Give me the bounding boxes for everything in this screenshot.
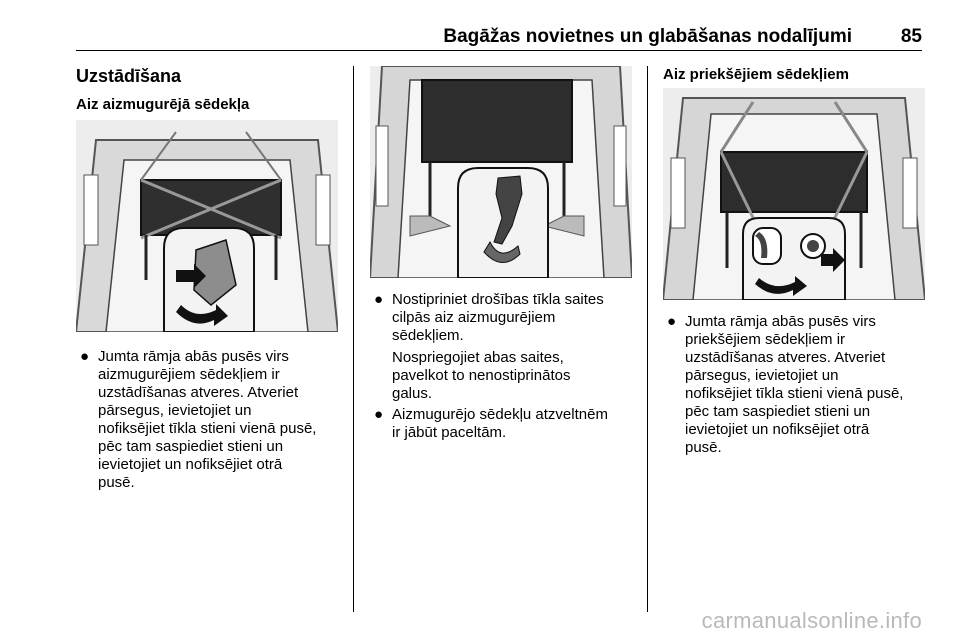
column-3 — [663, 66, 925, 612]
section-title: Uzstādīšana — [76, 66, 182, 86]
bullet-line: priekšējiem sēdekļiem ir — [685, 331, 846, 348]
bullet-icon: ● — [667, 313, 677, 330]
watermark: carmanualsonline.info — [701, 608, 922, 633]
page-number: 85 — [900, 26, 922, 47]
instruction-bullet — [370, 406, 638, 442]
bullet-line: ievietojiet un nofiksējiet otrā — [98, 456, 283, 473]
bullet-line: ievietojiet un nofiksējiet otrā — [685, 421, 870, 438]
column-divider-left — [353, 66, 354, 612]
bullet-line: nofiksējiet tīkla stieni vienā pusē, — [685, 385, 904, 402]
subtitle-rear-seat: Aiz aizmugurējā sēdekļa — [76, 96, 250, 113]
bullet-line: sēdekļiem. — [392, 327, 464, 344]
illustration-rear-seat-net — [76, 120, 338, 332]
column-2 — [370, 66, 638, 612]
page-header — [76, 24, 922, 51]
bullet-line: uzstādīšanas atveres. Atveriet — [685, 349, 886, 366]
bullet-line: pēc tam saspiediet stieni un — [98, 438, 284, 455]
instruction-bullet — [370, 291, 638, 345]
bullet-line: uzstādīšanas atveres. Atveriet — [98, 384, 299, 401]
instruction-paragraph — [392, 349, 570, 403]
bullet-line: pārsegus, ievietojiet un — [98, 402, 252, 419]
bullet-icon: ● — [80, 348, 90, 365]
bullet-line: Nostipriniet drošības tīkla saites — [392, 291, 604, 308]
bullet-icon: ● — [374, 291, 384, 308]
paragraph-line: pavelkot to nenostiprinātos — [392, 367, 571, 384]
bullet-line: nofiksējiet tīkla stieni vienā pusē, — [98, 420, 317, 437]
page-header-title: Bagāžas novietnes un glabāšanas nodalījumi — [443, 26, 852, 47]
subtitle-front-seat: Aiz priekšējiem sēdekļiem — [663, 66, 849, 83]
bullet-line: cilpās aiz aizmugurējiem — [392, 309, 556, 326]
bullet-line: Jumta rāmja abās pusēs virs — [685, 313, 876, 330]
bullet-line: pusē. — [98, 474, 135, 491]
instruction-bullet — [76, 348, 338, 492]
bullet-line: Jumta rāmja abās pusēs virs — [98, 348, 289, 365]
column-1 — [76, 66, 338, 612]
illustration-front-seat-net — [663, 88, 925, 300]
bullet-line: Aizmugurējo sēdekļu atzveltnēm — [392, 406, 608, 423]
instruction-bullet — [663, 313, 925, 457]
bullet-line: pārsegus, ievietojiet un — [685, 367, 839, 384]
bullet-line: aizmugurējiem sēdekļiem ir — [98, 366, 280, 383]
bullet-line: ir jābūt paceltām. — [392, 424, 507, 441]
bullet-icon: ● — [374, 406, 384, 423]
bullet-line: pusē. — [685, 439, 722, 456]
paragraph-line: galus. — [392, 385, 433, 402]
bullet-line: pēc tam saspiediet stieni un — [685, 403, 871, 420]
illustration-safety-net-straps — [370, 66, 632, 278]
column-divider-right — [647, 66, 648, 612]
paragraph-line: Nospriegojiet abas saites, — [392, 349, 564, 366]
